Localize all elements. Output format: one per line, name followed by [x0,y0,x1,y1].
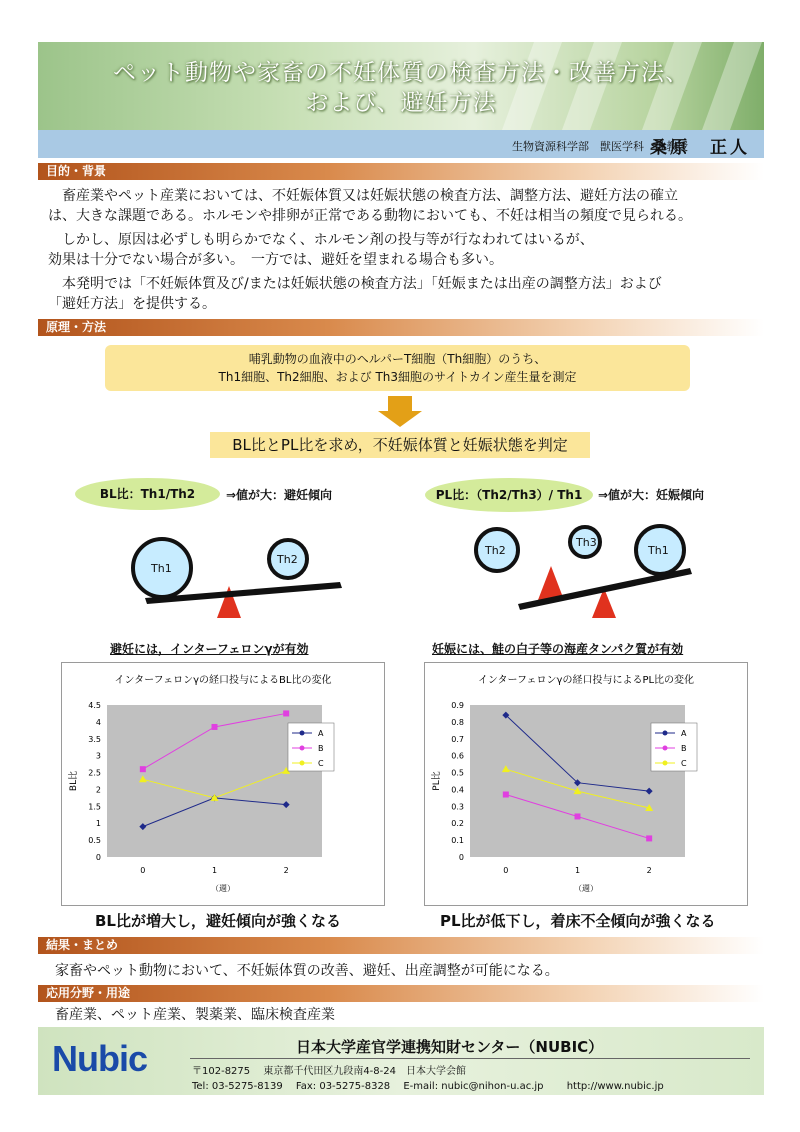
x-tick-label: 1 [211,866,218,875]
x-axis-label: （週） [211,884,235,893]
legend-marker [300,731,305,736]
legend-label: A [681,729,687,738]
data-point-b [140,766,146,772]
y-tick-label: 0.9 [451,701,464,710]
background-line: しかし、原因は必ずしも明らかでなく、ホルモン剤の投与等が行なわれてはいるが、 [48,232,594,248]
bl-meaning: ⇒値が大：避妊傾向 [226,488,333,502]
bl-ratio-oval: BL比：Th1/Th2 [75,478,220,510]
th1-label: Th1 [151,562,172,575]
left-caption: 避妊には，インターフェロンγが有効 [110,642,309,656]
footer-org: 日本大学産官学連携知財センター（NUBIC） [296,1038,604,1056]
background-line: 「避妊方法」を提供する。 [48,296,216,312]
y-tick-label: 0.5 [88,836,101,846]
y-tick-label: 0.6 [451,751,464,761]
y-tick-label: 0.2 [451,819,464,829]
pl-meaning: ⇒値が大：妊娠傾向 [598,488,705,502]
pl-chart [425,663,747,905]
fulcrum-icon [538,566,564,600]
application-text: 畜産業、ペット産業、製薬業、臨床検査産業 [55,1007,335,1023]
legend-marker [300,761,305,766]
y-tick-label: 2 [95,785,101,795]
data-point-b [283,710,289,716]
background-text [48,186,764,314]
measurement-line-2: Th1細胞、Th2細胞、および Th3細胞のサイトカイン産生量を測定 [218,370,577,384]
chart-title: インターフェロンγの経口投与によるPL比の変化 [477,675,695,686]
y-tick-label: 1 [95,819,101,829]
legend [651,723,697,771]
y-tick-label: 4.5 [88,701,101,710]
title-line-1: ペット動物や家畜の不妊体質の検査方法・改善方法、 [113,60,689,86]
judgement-box: BL比とPL比を求め，不妊娠体質と妊娠状態を判定 [210,432,590,458]
y-tick-label: 0.3 [451,802,464,812]
result-text: 家畜やペット動物において、不妊娠体質の改善、避妊、出産調整が可能になる。 [55,963,559,979]
y-axis-label: BL比 [69,770,79,792]
data-point-b [503,792,509,798]
x-tick-label: 1 [574,866,581,875]
author-affiliation: 生物資源科学部 獣医学科 准教授 [512,140,688,153]
pl-chart-frame [424,662,748,906]
y-axis-label: PL比 [432,771,442,791]
x-tick-label: 2 [283,866,289,875]
data-point-b [212,724,218,730]
right-caption: 妊娠には、鮭の白子等の海産タンパク質が有効 [432,642,684,656]
legend-marker [300,746,305,751]
y-tick-label: 2.5 [88,768,101,778]
x-tick-label: 0 [503,866,509,875]
y-tick-label: 4 [95,717,101,727]
left-result: BL比が増大し，避妊傾向が強くなる [95,912,341,930]
y-tick-label: 0.1 [451,836,464,846]
y-tick-label: 0.5 [451,768,464,778]
footer-divider [190,1058,750,1059]
th2-label: Th2 [277,553,298,566]
legend-label: C [681,759,687,768]
bl-chart [62,663,384,905]
x-axis-label: （週） [574,884,598,893]
bl-chart-frame [61,662,385,906]
legend-marker [663,746,668,751]
legend-label: A [318,729,324,738]
y-tick-label: 0.8 [451,717,464,727]
y-tick-label: 3.5 [88,734,101,744]
title-line-2: および、避妊方法 [305,90,497,116]
author-name: 桑原 正人 [650,138,750,158]
right-result: PL比が低下し，着床不全傾向が強くなる [440,912,716,930]
background-line: 効果は十分でない場合が多い。 一方では、避妊を望まれる場合も多い。 [48,252,503,268]
measurement-box [105,345,690,391]
legend-label: B [318,744,324,753]
bl-balance [133,539,342,618]
page-title [38,58,764,118]
th2-label: Th2 [485,544,506,557]
legend-marker [663,731,668,736]
chart-title: インターフェロンγの経口投与によるBL比の変化 [114,675,332,686]
background-line: は、大きな課題である。ホルモンや排卵が正常である動物においても、不妊は相当の頻度で見られる。 [48,208,692,224]
x-tick-label: 2 [646,866,652,875]
y-tick-label: 0.4 [451,785,464,795]
pl-ratio-oval: PL比：（Th2/Th3）/ Th1 [425,478,593,512]
legend-label: C [318,759,324,768]
down-arrow-head-icon [378,411,422,427]
legend [288,723,334,771]
measurement-line-1: 哺乳動物の血液中のヘルパーT細胞（Th細胞）のうち、 [248,352,547,366]
data-point-b [646,835,652,841]
section-result: 結果・まとめ [38,937,764,954]
footer-address: 〒102-8275 東京都千代田区九段南4-8-24 日本大学会館 [192,1066,466,1077]
balance-diagrams [100,520,730,630]
footer-contact: Tel: 03-5275-8139 Fax: 03-5275-8328 E-mail: nubic@nihon-u.ac.jp http://www.nubic.jp [192,1081,664,1092]
nubic-logo: Nubic [52,1038,148,1079]
section-application: 応用分野・用途 [38,985,764,1002]
section-background: 目的・背景 [38,163,764,180]
background-line: 畜産業やペット産業においては、不妊娠体質又は妊娠状態の検査方法、調整方法、避妊方法の確立 [48,188,678,204]
down-arrow-icon [388,396,412,412]
y-tick-label: 0 [458,853,464,862]
y-tick-label: 1.5 [88,802,101,812]
th1-label: Th1 [648,544,669,557]
x-tick-label: 0 [140,866,146,875]
y-tick-label: 3 [95,751,101,761]
y-tick-label: 0.7 [451,734,464,744]
background-line: 本発明では「不妊娠体質及び/または妊娠状態の検査方法」「妊娠または出産の調整方法」および [48,276,662,292]
th3-label: Th3 [576,536,597,549]
legend-marker [663,761,668,766]
y-tick-label: 0 [95,853,101,862]
data-point-b [575,813,581,819]
section-method: 原理・方法 [38,319,764,336]
legend-label: B [681,744,687,753]
